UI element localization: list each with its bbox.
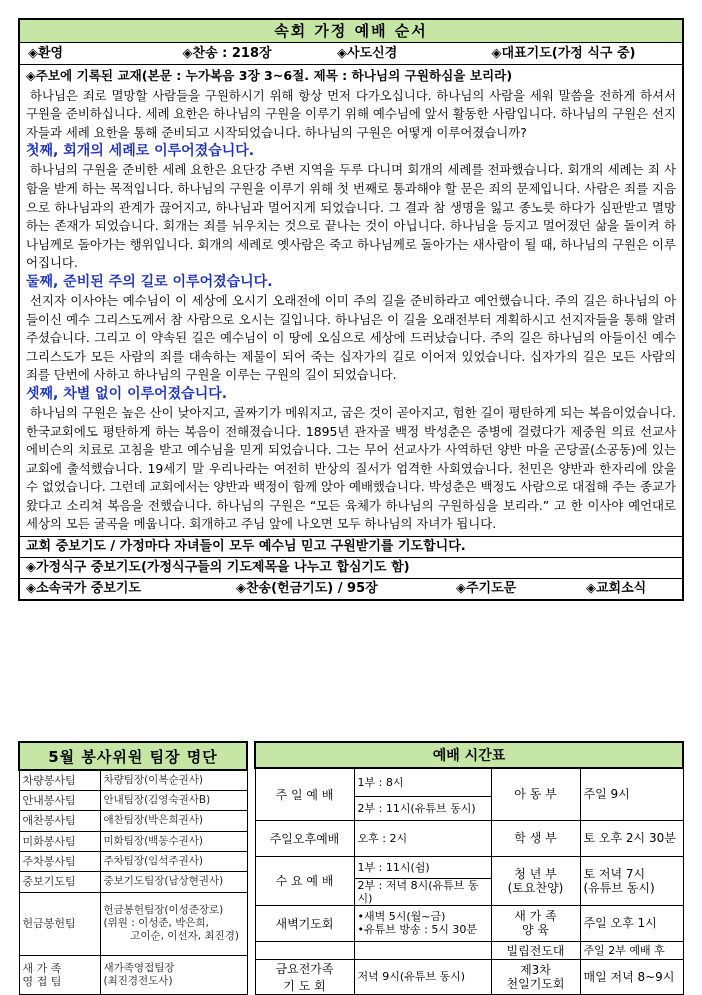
service-name: 새벽기도회 (255, 905, 354, 941)
department-time: 토 오후 2시 30분 (580, 820, 683, 856)
lesson-intro: 하나님은 죄로 멸망할 사람들을 구원하시기 위해 항상 먼저 다가오십니다. 하나님의 사람을 세워 말씀을 전하게 하셔서 구원을 준비하십니다. 세례 요한은 하나님의 구원을 이루기 위해 예수님에 앞서 활동한 사람입니다. 하나님의 구원은 선지자들과 세례 요한을 통해 준비되고 시작되었습니다. 하나님의 구원은 어떻게 이루어졌습니까? (26, 87, 676, 140)
staff-team: 차량봉사팀 (19, 770, 100, 790)
staff-team: 헌금봉헌팀 (19, 892, 100, 955)
service-name: 수 요 예 배 (255, 856, 354, 905)
staff-row (19, 892, 247, 955)
order-creed: ◈사도신경 (337, 46, 398, 61)
empty-cell (354, 941, 491, 959)
staff-row (19, 790, 247, 810)
staff-leader: 헌금봉헌팀장(이성준장로) (위원 : 이성준, 박은희, 고이순, 이선자, 최진경) (100, 892, 247, 955)
staff-leader: 미화팀장(백동수권사) (100, 831, 247, 851)
order-prayer: ◈대표기도(가정 식구 중) (491, 46, 636, 61)
staff-leader: 차량팀장(이복순권사) (100, 770, 247, 790)
staff-team: 주차봉사팀 (19, 851, 100, 871)
service-time: 1부 : 11시(쉼) (354, 856, 491, 878)
lesson-reference: ◈주보에 기록된 교재(본문 : 누가복음 3장 3~6절. 제목 : 하나님의 구원하심을 보리라) (26, 68, 513, 83)
closing-nation-prayer: ◈소속국가 중보기도 (26, 581, 141, 597)
department-name: 아 동 부 (491, 768, 580, 820)
staff-row (19, 872, 247, 892)
department-time: 주일 9시 (580, 768, 683, 820)
department-name: 제3차 천일기도회 (491, 959, 580, 994)
staff-leader: 새가족영접팀장 (최진경전도사) (100, 956, 247, 995)
service-time: 2부 : 저녁 8시(유튜브 동시) (354, 878, 491, 905)
order-hymn: ◈찬송 : 218장 (182, 46, 272, 61)
staff-leader: 주차팀장(임석주권사) (100, 851, 247, 871)
empty-cell (255, 941, 354, 959)
staff-team: 중보기도팀 (19, 872, 100, 892)
staff-row (19, 851, 247, 871)
service-name: 주 일 예 배 (255, 768, 354, 820)
department-name: 새 가 족 양 육 (491, 905, 580, 941)
bottom-section (18, 741, 684, 995)
staff-team: 새 가 족 영 접 팀 (19, 956, 100, 995)
schedule-title: 예배 시간표 (255, 742, 683, 768)
department-time: 주일 오후 1시 (580, 905, 683, 941)
worship-order-row (20, 43, 682, 65)
staff-row (19, 956, 247, 995)
department-name: 청 년 부 (토요찬양) (491, 856, 580, 905)
order-welcome: ◈환영 (28, 46, 64, 61)
department-time: 토 저녁 7시 (유튜브 동시) (580, 856, 683, 905)
section1-body: 하나님의 구원을 준비한 세례 요한은 요단강 주변 지역을 두루 다니며 회개의 세례를 전파했습니다. 회개의 세례는 죄 사함을 받게 하는 목적입니다. 하나님의 구원을 이루기 위해 첫 번째로 통과해야 할 문은 죄의 문제입니다. 사람은 죄를 지음으로 하나님과의 관계가 끊어지고, 하나님과 멀어지게 되었습니다. 그 결과 참 생명을 잃고 종노릇 하다가 심판받고 멸망하는 존재가 되었습니다. 회개는 죄를 뉘우치는 것으로 끝나는 것이 아닙니다. 하나님을 등지고 멀어졌던 삶을 돌이켜 하나님께로 돌아가는 행위입니다. 회개의 세례로 옛사람은 죽고 하나님께로 돌아가는 새사람이 될 때, 하나님의 구원은 이루어집니다. (26, 162, 676, 271)
staff-leader: 안내팀장(김영숙권사B) (100, 790, 247, 810)
service-name: 금요전가족 기 도 회 (255, 959, 354, 994)
closing-news: ◈교회소식 (586, 581, 647, 597)
family-prayer-line: ◈가정식구 중보기도(가정식구들의 기도제목을 나누고 합심기도 함) (20, 557, 682, 578)
service-time: 2부 : 11시(유튜브 동시) (354, 796, 491, 820)
staff-row (19, 811, 247, 831)
schedule-row (255, 820, 683, 856)
section1-heading: 첫째, 회개의 세례로 이루어졌습니다. (26, 143, 255, 160)
service-time: 저녁 9시(유튜브 동시) (354, 959, 491, 994)
service-name: 주일오후예배 (255, 820, 354, 856)
staff-team: 안내봉사팀 (19, 790, 100, 810)
closing-lords-prayer: ◈주기도문 (456, 581, 517, 597)
section3-body: 하나님의 구원은 높은 산이 낮아지고, 골짜기가 메워지고, 굽은 것이 곧아지고, 험한 길이 평탄하게 되는 복음이었습니다. 한국교회에도 평탄하게 하는 복음이 전해졌습니다. 1895년 관자골 백정 박성춘은 중병에 걸렸다가 제중원 의료 선교사 에비슨의 치료로 고침을 받고 예수님을 믿게 되었습니다. 그는 무어 선교사가 사역하던 양반 마을 곤당골(소공동)에 있는 교회에 출석했습니다. 19세기 말 우리나라는 여전히 반상의 질서가 엄격한 사회였습니다. 천민은 양반과 한자리에 앉을 수 없었습니다. 그런데 교회에서는 양반과 백정이 함께 앉아 예배했습니다. 박성춘은 백정도 사람으로 대접해 주는 종교가 왔다고 소리쳐 복음을 전했습니다. 하나님의 구원은 “모든 육체가 하나님의 구원하심을 보리라.” 고 한 이사야 예언대로 세상의 모든 굴곡을 메웁니다. 회개하고 주님 앞에 나오면 모두 하나님의 자녀가 됩니다. (26, 404, 676, 532)
staff-table (18, 741, 248, 995)
schedule-table (254, 741, 684, 995)
service-time: •새벽 5시(월~금) •유튜브 방송 : 5시 30분 (354, 905, 491, 941)
department-name: 학 생 부 (491, 820, 580, 856)
section2-heading: 둘째, 준비된 주의 길로 이루어졌습니다. (26, 273, 273, 290)
service-time: 1부 : 8시 (354, 768, 491, 796)
schedule-row (255, 941, 683, 959)
staff-title: 5월 봉사위원 팀장 명단 (19, 742, 247, 770)
department-name: 빌립전도대 (491, 941, 580, 959)
department-time: 주일 2부 예배 후 (580, 941, 683, 959)
staff-row (19, 770, 247, 790)
worship-title: 속회 가정 예배 순서 (20, 20, 682, 43)
department-time: 매일 저녁 8~9시 (580, 959, 683, 994)
section2-body: 선지자 이사야는 예수님이 이 세상에 오시기 오래전에 이미 주의 길을 준비하라고 예언했습니다. 주의 길은 하나님의 아들이신 예수 그리스도께서 참 사람으로 오시는 길입니다. 하나님은 이 길을 오래전부터 계획하시고 선지자들을 통해 알려 주셨습니다. 그리고 이 약속된 길은 예수님이 이 땅에 오심으로 세상에 드러났습니다. 주의 길은 하나님의 아들이신 예수 그리스도가 모든 사람의 죄를 대속하는 제물이 되어 죽는 십자가의 길로 이어져 있었습니다. 십자가의 길은 모든 사람의 죄를 단번에 사하고 하나님의 구원을 이루는 구원의 길이 되었습니다. (26, 292, 676, 383)
lesson-content (20, 65, 682, 536)
closing-hymn: ◈찬송(헌금기도) / 95장 (236, 581, 378, 597)
schedule-row (255, 856, 683, 878)
schedule-row (255, 905, 683, 941)
staff-leader: 애찬팀장(박은희권사) (100, 811, 247, 831)
service-time: 오후 : 2시 (354, 820, 491, 856)
church-prayer-line: 교회 중보기도 / 가정마다 자녀들이 모두 예수님 믿고 구원받기를 기도합니다. (20, 536, 682, 557)
schedule-row (255, 959, 683, 994)
worship-order-box (18, 18, 684, 601)
staff-team: 애찬봉사팀 (19, 811, 100, 831)
section3-heading: 셋째, 차별 없이 이루어졌습니다. (26, 385, 228, 402)
staff-team: 미화봉사팀 (19, 831, 100, 851)
staff-leader: 중보기도팀장(남상현권사) (100, 872, 247, 892)
staff-row (19, 831, 247, 851)
closing-order-row (20, 578, 682, 599)
schedule-row (255, 768, 683, 796)
